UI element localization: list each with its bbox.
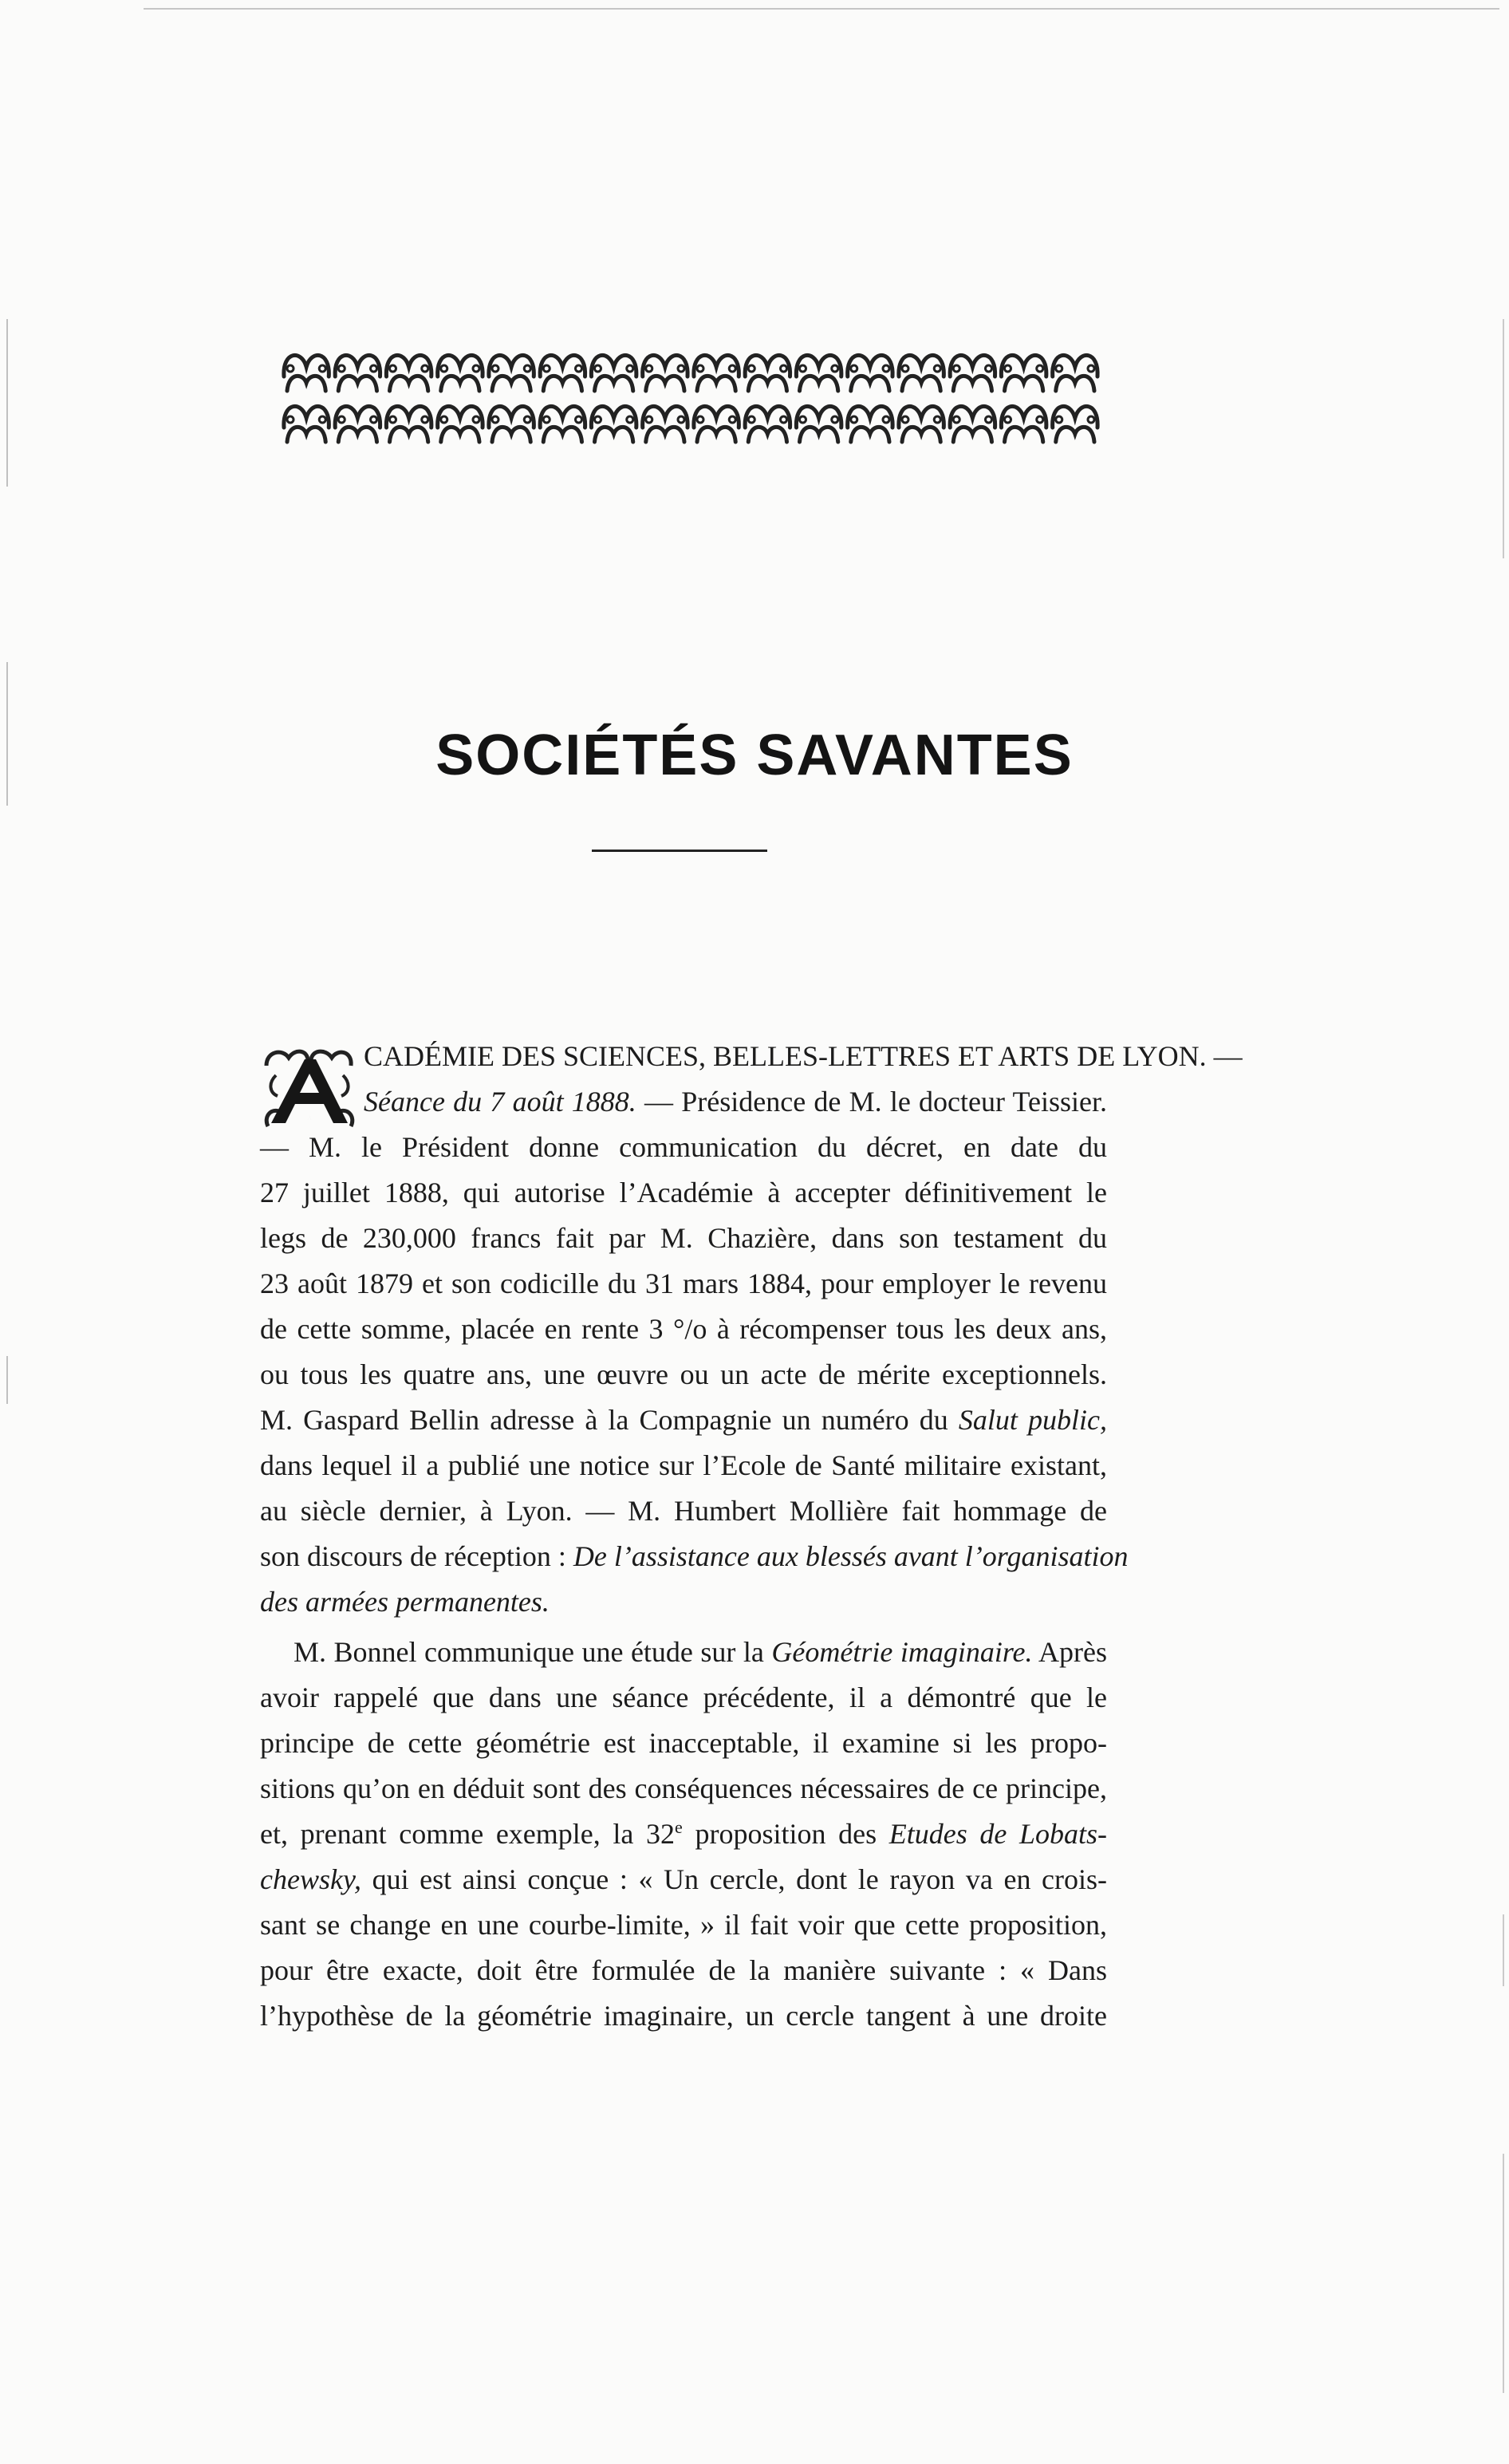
scroll-ornament-unit: [848, 355, 892, 391]
seance-date: Séance du 7 août 1888.: [364, 1086, 636, 1118]
text-line: sitions qu’on en déduit sont des conséquences nécessaires de ce principe,: [260, 1772, 1107, 1804]
scan-top-edge-line: [144, 8, 1499, 10]
scroll-ornament-unit: [643, 406, 688, 442]
scroll-ornament-unit: [694, 406, 739, 442]
text-line: principe de cette géométrie est inacceptable, il examine si les propo-: [260, 1727, 1107, 1759]
discourse-title: De l’assistance aux blessés avant l’organisation: [573, 1540, 1129, 1572]
text-line: au siècle dernier, à Lyon. — M. Humbert Mollière fait hommage de: [260, 1495, 1107, 1527]
scroll-ornament-unit: [1053, 355, 1097, 391]
text-line: [260, 1398, 1107, 1443]
scroll-ornament-unit: [643, 355, 688, 391]
text-line: ou tous les quatre ans, une œuvre ou un acte de mérite exceptionnels.: [260, 1358, 1107, 1390]
scroll-ornament-unit: [950, 355, 995, 391]
text-line: avoir rappelé que dans une séance précédente, il a démontré que le: [260, 1681, 1107, 1713]
scan-left-edge-line: [6, 1356, 8, 1404]
book-title: Etudes de Lobats-: [888, 1818, 1108, 1850]
scroll-ornament-unit: [591, 406, 636, 442]
scroll-ornament-unit: [540, 406, 585, 442]
text-line: 23 août 1879 et son codicille du 31 mars 1884, pour employer le revenu: [260, 1267, 1107, 1299]
interlaced-scroll-ornament-icon: [281, 345, 1101, 447]
scroll-ornament-unit: [694, 355, 739, 391]
bonnel-text: M. Bonnel communique une étude sur la: [294, 1636, 764, 1668]
book-title-end: chewsky,: [260, 1863, 361, 1895]
page-title: SOCIÉTÉS SAVANTES: [435, 723, 1074, 788]
scroll-ornament-unit: [848, 406, 892, 442]
text-line: legs de 230,000 francs fait par M. Chazière, dans son testament du: [260, 1222, 1107, 1254]
scroll-ornament-unit: [1001, 406, 1046, 442]
scroll-ornament-unit: [335, 406, 380, 442]
scroll-ornament-unit: [1053, 406, 1097, 442]
academy-name: CADÉMIE DES SCIENCES, BELLES-LETTRES ET ARTS DE LYON.: [364, 1040, 1207, 1072]
scan-right-edge-line: [1503, 1914, 1504, 1986]
study-title: Géométrie imaginaire.: [771, 1636, 1033, 1668]
text-line: de cette somme, placée en rente 3 °/o à récompenser tous les deux ans,: [260, 1313, 1107, 1345]
scroll-ornament-unit: [745, 406, 790, 442]
ordinal-suffix: e: [675, 1817, 683, 1837]
molliere-text: son discours de réception :: [260, 1540, 566, 1572]
scroll-ornament-unit: [796, 355, 841, 391]
bellin-text: M. Gaspard Bellin adresse à la Compagnie un numéro du: [260, 1404, 948, 1436]
bellin-journal: Salut public,: [958, 1404, 1107, 1436]
text-line: pour être exacte, doit être formulée de la manière suivante : « Dans: [260, 1954, 1107, 1986]
scroll-ornament-unit: [745, 355, 790, 391]
scroll-ornament-unit: [335, 355, 380, 391]
bonnel-text: [260, 1818, 683, 1850]
scroll-ornament-unit: [591, 355, 636, 391]
text-line: 27 juillet 1888, qui autorise l’Académie à accepter définitivement le: [260, 1177, 1107, 1208]
text-line: [260, 1534, 1129, 1579]
scroll-ornament-unit: [489, 355, 534, 391]
discourse-title-end: des armées permanentes.: [260, 1586, 550, 1618]
proposition-number: et, prenant comme exemple, la 32: [260, 1818, 676, 1850]
text-line: — M. le Président donne communication du décret, en date du: [260, 1131, 1107, 1163]
scroll-ornament-unit: [438, 355, 483, 391]
bonnel-text: proposition des: [695, 1818, 877, 1850]
text-line: sant se change en une courbe-limite, » il fait voir que cette proposition,: [260, 1909, 1107, 1941]
scroll-ornament-unit: [950, 406, 995, 442]
text-line: dans lequel il a publié une notice sur l’Ecole de Santé militaire existant,: [260, 1449, 1107, 1481]
scroll-ornament-unit: [540, 355, 585, 391]
article-heading-line: [260, 1079, 1107, 1125]
bonnel-text: qui est ainsi conçue : « Un cercle, dont le rayon va en crois-: [372, 1863, 1108, 1895]
scroll-ornament-unit: [899, 406, 944, 442]
scroll-ornament-unit: [386, 355, 431, 391]
scroll-ornament-unit: [284, 406, 329, 442]
article: [260, 1034, 1243, 2039]
text-line: l’hypothèse de la géométrie imaginaire, un cercle tangent à une droite: [260, 2000, 1107, 2032]
bonnel-text: Après: [1038, 1636, 1107, 1668]
title-divider: [592, 850, 767, 852]
scroll-ornament-unit: [899, 355, 944, 391]
scroll-ornament-unit: [438, 406, 483, 442]
presidence: — Présidence de M. le docteur Teissier.: [644, 1086, 1107, 1118]
scan-right-edge-line: [1503, 2154, 1504, 2393]
text-line: [260, 1579, 1107, 1625]
scan-right-edge-line: [1503, 319, 1504, 558]
text-line: [260, 1857, 1107, 1902]
scroll-ornament-unit: [386, 406, 431, 442]
scroll-ornament-unit: [1001, 355, 1046, 391]
heading-dash: —: [1213, 1040, 1243, 1072]
scroll-ornament-unit: [796, 406, 841, 442]
scroll-ornament-unit: [284, 355, 329, 391]
text-line: [260, 1630, 1107, 1675]
text-line: [260, 1812, 1107, 1857]
scroll-ornament-unit: [489, 406, 534, 442]
scan-left-edge-line: [6, 319, 8, 487]
article-heading-line: [260, 1034, 1243, 1079]
